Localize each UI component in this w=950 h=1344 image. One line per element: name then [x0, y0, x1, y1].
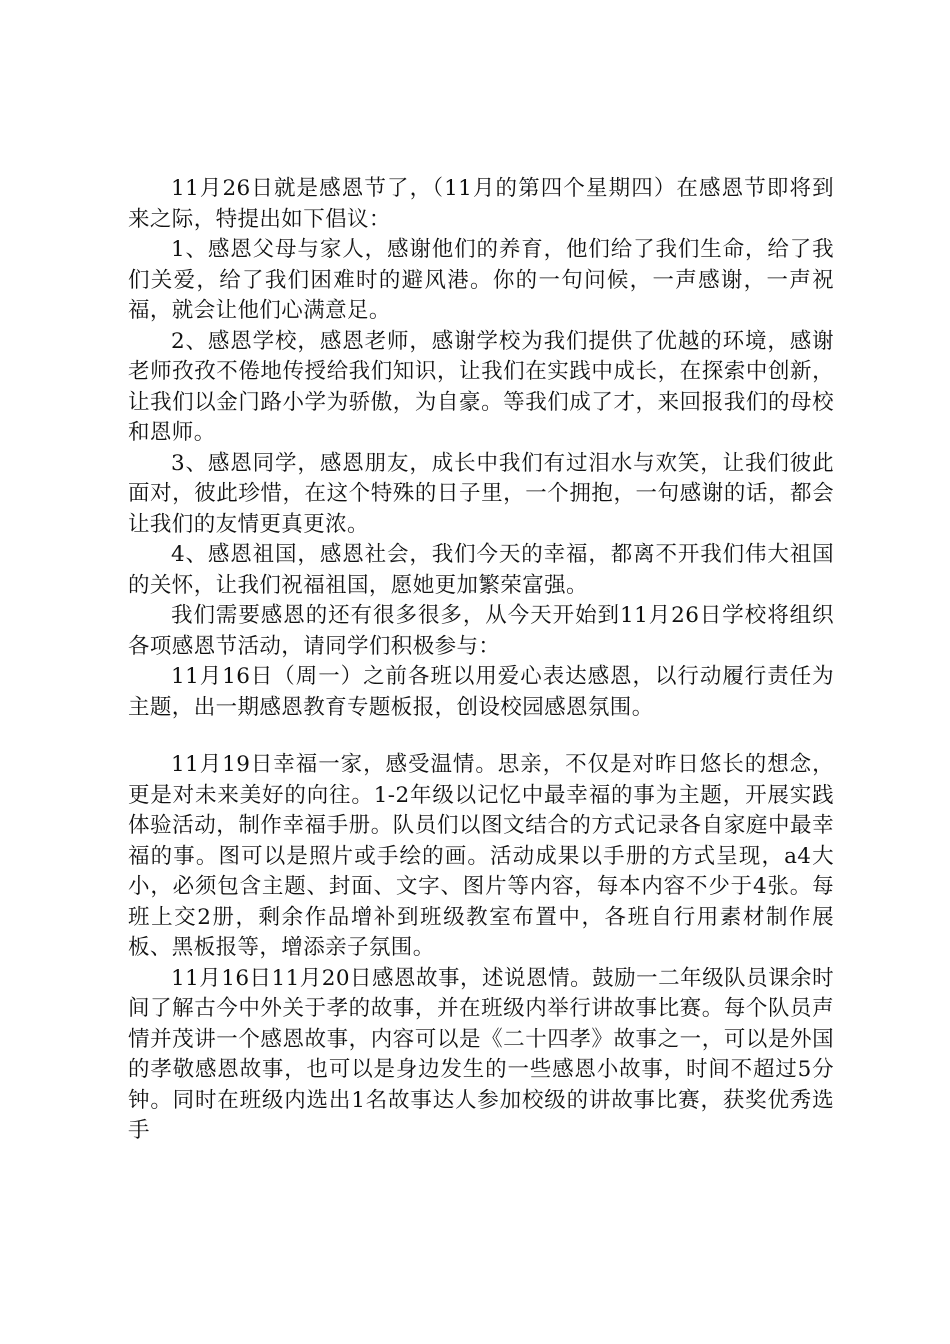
paragraph-activity-stories: 11月16日11月20日感恩故事，述说恩情。鼓励一二年级队员课余时间了解古今中外关于孝的故事，并在班级内举行讲故事比赛。每个队员声情并茂讲一个感恩故事，内容可以是《二十四孝》故事之一，可以是外国的孝敬感恩故事，也可以是身边发生的一些感恩小故事，时间不超过5分钟。同时在班级内选出1名故事达人参加校级的讲故事比赛，获奖优秀选手 [128, 965, 834, 1143]
document-body [128, 174, 834, 1147]
paragraph-activity-board: 11月16日（周一）之前各班以用爱心表达感恩，以行动履行责任为主题，出一期感恩教育专题板报，创设校园感恩氛围。 [128, 664, 834, 720]
paragraph-intro: 11月26日就是感恩节了，（11月的第四个星期四）在感恩节即将到来之际，特提出如下倡议： [128, 176, 834, 232]
paragraph-item-2: 2、感恩学校，感恩老师，感谢学校为我们提供了优越的环境，感谢老师孜孜不倦地传授给我们知识，让我们在实践中成长，在探索中创新，让我们以金门路小学为骄傲，为自豪。等我们成了才，来回报我们的母校和恩师。 [128, 328, 834, 445]
paragraph-item-4: 4、感恩祖国，感恩社会，我们今天的幸福，都离不开我们伟大祖国的关怀，让我们祝福祖国，愿她更加繁荣富强。 [128, 542, 834, 598]
paragraph-activities-intro: 我们需要感恩的还有很多很多，从今天开始到11月26日学校将组织各项感恩节活动，请同学们积极参与： [128, 603, 834, 659]
paragraph-item-1: 1、感恩父母与家人，感谢他们的养育，他们给了我们生命，给了我们关爱，给了我们困难时的避风港。你的一句问候，一声感谢，一声祝福，就会让他们心满意足。 [128, 237, 834, 323]
paragraph-item-3: 3、感恩同学，感恩朋友，成长中我们有过泪水与欢笑，让我们彼此面对，彼此珍惜，在这个特殊的日子里，一个拥抱，一句感谢的话，都会让我们的友情更真更浓。 [128, 450, 834, 537]
paragraph-activity-family: 11月19日幸福一家，感受温情。思亲，不仅是对昨日悠长的想念，更是对未来美好的向往。1-2年级以记忆中最幸福的事为主题，开展实践体验活动，制作幸福手册。队员们以图文结合的方式记录各自家庭中最幸福的事。图可以是照片或手绘的画。活动成果以手册的方式呈现，a4大小，必须包含主题、封面、文字、图片等内容，每本内容不少于4张。每班上交2册，剩余作品增补到班级教室布置中，各班自行用素材制作展板、黑板报等，增添亲子氛围。 [128, 752, 834, 960]
